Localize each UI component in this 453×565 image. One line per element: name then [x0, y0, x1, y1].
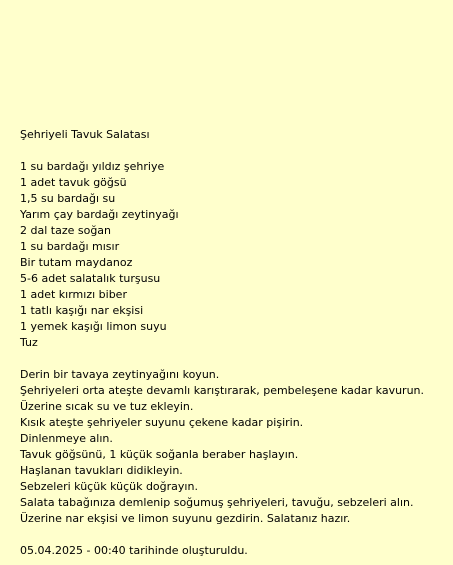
- ingredient-item: 1 yemek kaşığı limon suyu: [20, 320, 167, 333]
- ingredient-item: 5-6 adet salatalık turşusu: [20, 272, 161, 285]
- step-item: Kısık ateşte şehriyeler suyunu çekene kadar pişirin.: [20, 416, 304, 429]
- recipe-title: Şehriyeli Tavuk Salatası: [20, 128, 150, 141]
- spacer: [20, 143, 450, 159]
- ingredient-item: 1 su bardağı yıldız şehriye: [20, 160, 165, 173]
- spacer: [20, 351, 450, 367]
- created-timestamp: 05.04.2025 - 00:40 tarihinde oluşturuldu.: [20, 544, 248, 557]
- step-item: Salata tabağınıza demlenip soğumuş şehriyeleri, tavuğu, sebzeleri alın.: [20, 496, 414, 509]
- ingredient-item: 1 adet tavuk göğsü: [20, 176, 127, 189]
- ingredient-item: 1 su bardağı mısır: [20, 240, 120, 253]
- step-item: Sebzeleri küçük küçük doğrayın.: [20, 480, 198, 493]
- recipe-document: [20, 127, 450, 559]
- step-item: Üzerine sıcak su ve tuz ekleyin.: [20, 400, 194, 413]
- steps-list: [20, 367, 450, 527]
- ingredient-item: 1 tatlı kaşığı nar ekşisi: [20, 304, 144, 317]
- ingredient-item: 1,5 su bardağı su: [20, 192, 116, 205]
- spacer: [20, 527, 450, 543]
- ingredient-item: Tuz: [20, 336, 38, 349]
- ingredient-item: 1 adet kırmızı biber: [20, 288, 127, 301]
- step-item: Şehriyeleri orta ateşte devamlı karıştırarak, pembeleşene kadar kavurun.: [20, 384, 425, 397]
- ingredients-list: [20, 159, 450, 351]
- step-item: Haşlanan tavukları didikleyin.: [20, 464, 183, 477]
- ingredient-item: Bir tutam maydanoz: [20, 256, 133, 269]
- ingredient-item: Yarım çay bardağı zeytinyağı: [20, 208, 179, 221]
- step-item: Üzerine nar ekşisi ve limon suyunu gezdirin. Salatanız hazır.: [20, 512, 351, 525]
- step-item: Derin bir tavaya zeytinyağını koyun.: [20, 368, 220, 381]
- step-item: Tavuk göğsünü, 1 küçük soğanla beraber haşlayın.: [20, 448, 299, 461]
- step-item: Dinlenmeye alın.: [20, 432, 113, 445]
- ingredient-item: 2 dal taze soğan: [20, 224, 112, 237]
